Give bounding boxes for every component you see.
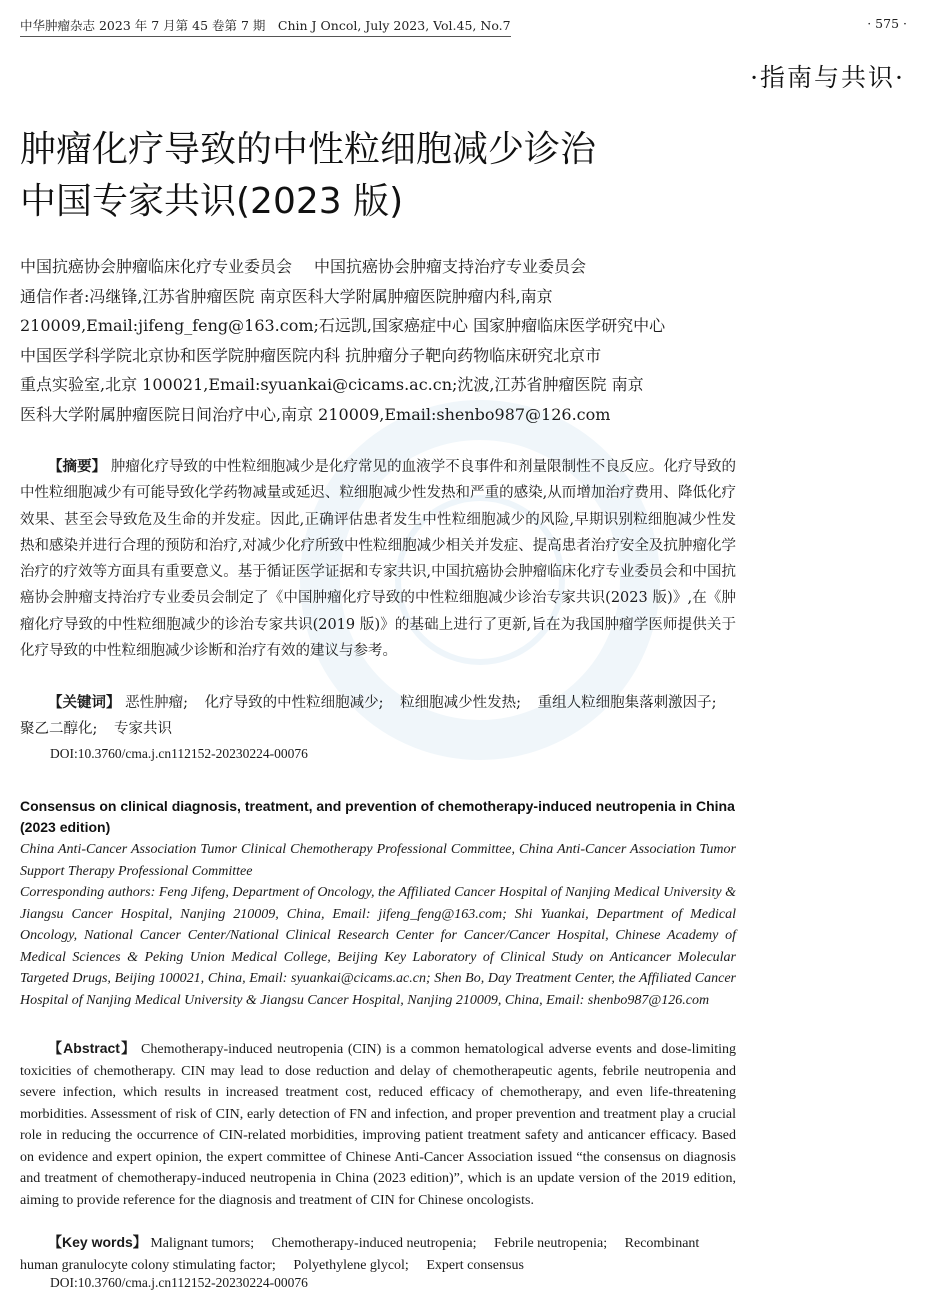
abstract-en — [20, 1038, 736, 1211]
authors-cn — [20, 252, 740, 429]
corresponding-line: 中国医学科学院北京协和医学院肿瘤医院内科 抗肿瘤分子靶向药物临床研究北京市 — [20, 345, 602, 365]
keywords-en-label: 【Key words】 — [48, 1234, 147, 1250]
title-cn-line1: 肿瘤化疗导致的中性粒细胞减少诊治 — [20, 129, 597, 170]
title-cn-line2: 中国专家共识(2023 版) — [20, 181, 404, 222]
corresponding-line: 重点实验室,北京 100021,Email:syuankai@cicams.ac.cn;沈波,江苏省肿瘤医院 南京 — [20, 375, 644, 394]
keywords-cn — [20, 690, 736, 743]
journal-info: 中华肿瘤杂志 2023 年 7 月第 45 卷第 7 期 Chin J Oncol, July 2023, Vol.45, No.7 — [20, 16, 511, 37]
section-label: ·指南与共识· — [750, 63, 905, 92]
keyword-cn: 专家共识 — [114, 721, 172, 738]
keyword-en: Recombinant human granulocyte colony stimulating factor; — [20, 1236, 700, 1273]
affiliation-en: China Anti-Cancer Association Tumor Clinical Chemotherapy Professional Committee, China Anti-Cancer Association Tumor Support Therapy Professional Committee — [20, 842, 736, 879]
page-number: · 575 · — [867, 16, 907, 31]
abstract-en-text: Chemotherapy-induced neutropenia (CIN) is a common hematological adverse events and dose-limiting toxicities of chemotherapy. CIN may lead to dose reduction and delay of chemotherapeutic agents, febrile neutropenia and severe infection, which results in increased treatment cost, reduced efficacy of chemotherapy, and even life-threatening morbidities. Assessment of risk of CIN, early detection of FN and infection, and proper prevention and treatment play a crucial role in reducing the occurrence of CIN-related morbidities, improving patient treatment safety and anticancer efficacy. Based on evidence and expert opinion, the expert committee of Chinese Anti-Cancer Association issued “the consensus on diagnosis and treatment of chemotherapy-induced neutropenia in China (2023 edition)”, which is an update version of the 2019 edition, aiming to provide reference for the diagnosis and treatment of CIN for Chinese oncologists. — [20, 1042, 736, 1208]
keyword-en: Polyethylene glycol; — [293, 1257, 409, 1273]
keyword-en: Malignant tumors; — [150, 1236, 255, 1251]
author-org-1: 中国抗癌协会肿瘤临床化疗专业委员会 — [20, 257, 293, 276]
corresponding-authors-en: Corresponding authors: Feng Jifeng, Department of Oncology, the Affiliated Cancer Hospital of Nanjing Medical University & Jiangsu Cancer Hospital, Nanjing 210009, China, Email: jifeng_feng@163.com; Shi Yuankai, Department of Medical Oncology, National Cancer Center/National Clinical Research Center for Cancer/Cancer Hospital, Chinese Academy of Medical Sciences & Peking Union Medical College, Beijing Key Laboratory of Clinical Study on Anticancer Molecular Targeted Drugs, Beijing 100021, China, Email: syuankai@cicams.ac.cn; Shen Bo, Day Treatment Center, the Affiliated Cancer Hospital of Nanjing Medical University & Jiangsu Cancer Hospital, Nanjing 210009, China, Email: shenbo987@126.com — [20, 885, 736, 1008]
doi-en[interactable]: DOI:10.3760/cma.j.cn112152-20230224-00076 — [50, 1275, 308, 1290]
abstract-cn-text: 肿瘤化疗导致的中性粒细胞减少是化疗常见的血液学不良事件和剂量限制性不良反应。化疗导致的中性粒细胞减少有可能导致化学药物减量或延迟、粒细胞减少性发热和严重的感染,从而增加治疗费用、降低化疗效果、甚至会导致危及生命的并发症。因此,正确评估患者发生中性粒细胞减少的风险,早期识别粒细胞减少性发热和感染并进行合理的预防和治疗,对减少化疗所致中性粒细胞减少相关并发症、提高患者治疗安全及抗肿瘤化学治疗的疗效等方面具有重要意义。基于循证医学证据和专家共识,中国抗癌协会肿瘤临床化疗专业委员会和中国抗癌协会肿瘤支持治疗专业委员会制定了《中国肿瘤化疗导致的中性粒细胞减少诊治专家共识(2023 版)》,在《肿瘤化疗导致的中性粒细胞减少的诊治专家共识(2019 版)》的基础上进行了更新,旨在为我国肿瘤学医师提供关于化疗导致的中性粒细胞减少诊断和治疗有效的建议与参考。 — [20, 459, 737, 660]
title-cn — [20, 124, 900, 228]
doi-cn[interactable]: DOI:10.3760/cma.j.cn112152-20230224-00076 — [50, 746, 308, 761]
keyword-cn: 恶性肿瘤; — [125, 695, 188, 711]
abstract-cn — [20, 454, 736, 664]
running-header — [20, 14, 909, 36]
keyword-en: Febrile neutropenia; — [494, 1236, 608, 1251]
keyword-en: Chemotherapy-induced neutropenia; — [271, 1236, 477, 1251]
title-en: Consensus on clinical diagnosis, treatment, and prevention of chemotherapy-induced neutropenia in China (2023 edition) — [20, 798, 735, 835]
keywords-cn-label: 【关键词】 — [48, 695, 121, 711]
keyword-en: Expert consensus — [426, 1257, 524, 1273]
abstract-cn-label: 【摘要】 — [48, 459, 107, 475]
abstract-en-label: 【Abstract】 — [48, 1040, 137, 1056]
keyword-cn: 粒细胞减少性发热; — [400, 695, 521, 711]
author-org-2: 中国抗癌协会肿瘤支持治疗专业委员会 — [314, 257, 587, 276]
corresponding-line: 通信作者:冯继锋,江苏省肿瘤医院 南京医科大学附属肿瘤医院肿瘤内科,南京 — [20, 286, 553, 306]
corresponding-line: 210009,Email:jifeng_feng@163.com;石远凯,国家癌症中心 国家肿瘤临床医学研究中心 — [20, 316, 666, 335]
keyword-cn: 化疗导致的中性粒细胞减少; — [204, 695, 384, 711]
keyword-cn: 重组人粒细胞集落刺激因子; — [537, 695, 717, 711]
keyword-cn: 聚乙二醇化; — [20, 721, 98, 738]
keywords-en — [20, 1232, 736, 1276]
corresponding-line: 医科大学附属肿瘤医院日间治疗中心,南京 210009,Email:shenbo987@126.com — [20, 404, 611, 424]
author-orgs — [20, 252, 740, 282]
